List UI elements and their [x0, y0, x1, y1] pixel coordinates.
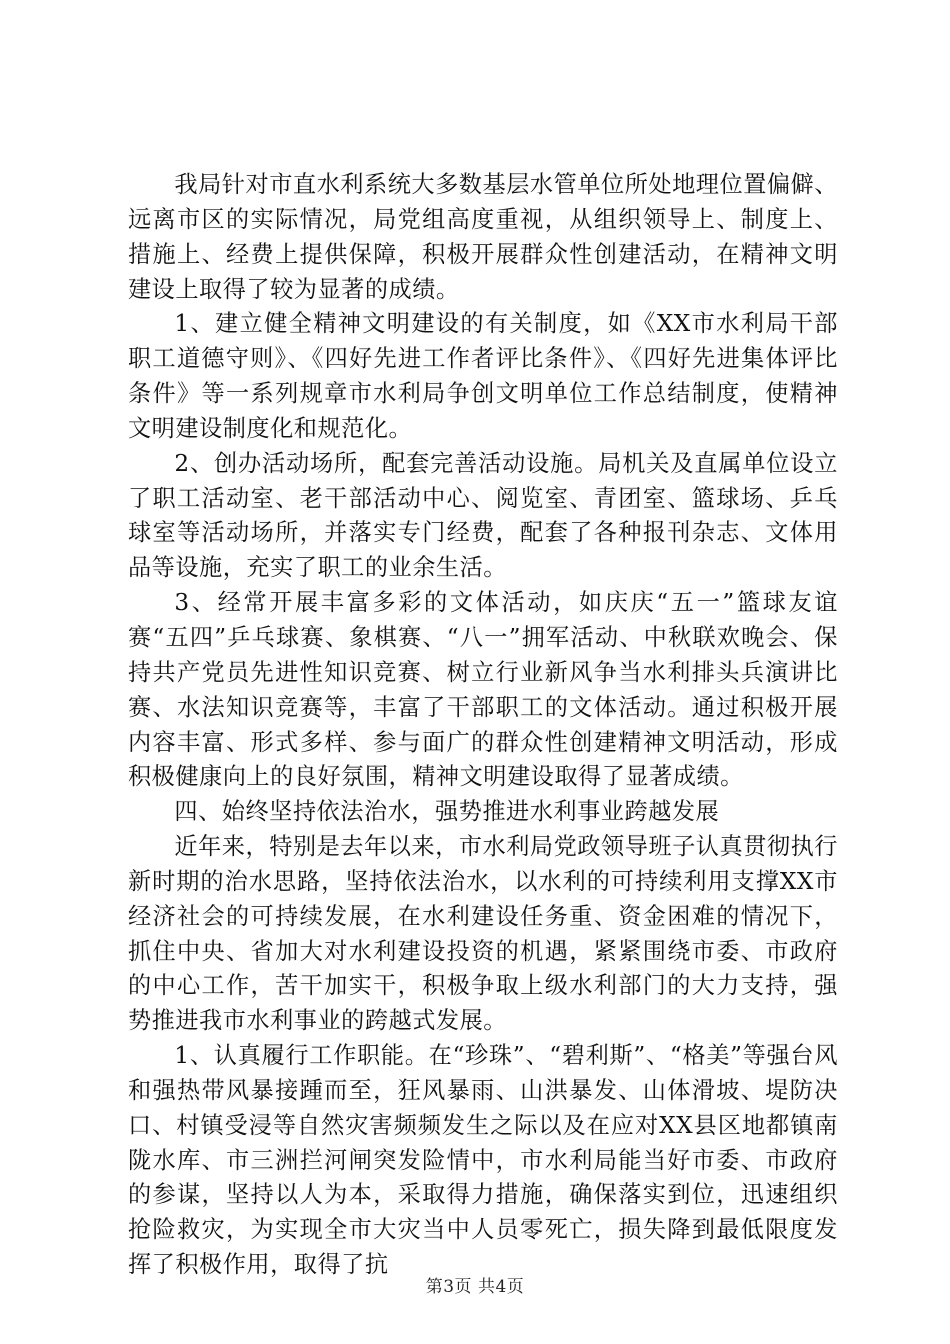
paragraph-intro: 我局针对市直水利系统大多数基层水管单位所处地理位置偏僻、远离市区的实际情况，局党组高度重视，从组织领导上、制度上、措施上、经费上提供保障，积极开展群众性创建活动，在精神文明建设上取得了较为显著的成绩。: [128, 171, 838, 303]
paragraph-item-3-activities: 3、经常开展丰富多彩的文体活动，如庆庆“五一”篮球友谊赛“五四”乒乓球赛、象棋赛、“八一”拥军活动、中秋联欢晚会、保持共产党员先进性知识竞赛、树立行业新风争当水利排头兵演讲比赛、水法知识竞赛等，丰富了干部职工的文体活动。通过积极开展内容丰富、形式多样、参与面广的群众性创建精神文明活动，形成积极健康向上的良好氛围，精神文明建设取得了显著成绩。: [128, 589, 838, 791]
paragraph-recent-years: 近年来，特别是去年以来，市水利局党政领导班子认真贯彻执行新时期的治水思路，坚持依法治水，以水利的可持续利用支撑XX市经济社会的可持续发展，在水利建设任务重、资金困难的情况下，抓住中央、省加大对水利建设投资的机遇，紧紧围绕市委、市政府的中心工作，苦干加实干，积极争取上级水利部门的大力支持，强势推进我市水利事业的跨越式发展。: [128, 833, 838, 1035]
paragraph-duties: 1、认真履行工作职能。在“珍珠”、“碧利斯”、“格美”等强台风和强热带风暴接踵而至，狂风暴雨、山洪暴发、山体滑坡、堤防决口、村镇受浸等自然灾害频频发生之际以及在应对XX县区地都镇南陇水库、市三洲拦河闸突发险情中，市水利局能当好市委、市政府的参谋，坚持以人为本，采取得力措施，确保落实到位，迅速组织抢险救灾，为实现全市大灾当中人员零死亡，损失降到最低限度发挥了积极作用，取得了抗: [128, 1042, 838, 1279]
paragraph-item-1-regulations: 1、建立健全精神文明建设的有关制度，如《XX市水利局干部职工道德守则》、《四好先进工作者评比条件》、《四好先进集体评比条件》等一系列规章市水利局争创文明单位工作总结制度，使精神文明建设制度化和规范化。: [128, 310, 838, 442]
document-body: [128, 168, 838, 1283]
section-heading: 四、始终坚持依法治水，强势推进水利事业跨越发展: [174, 798, 720, 826]
page-number-footer: 第3页 共4页: [425, 1277, 525, 1297]
paragraph-item-2-facilities: 2、创办活动场所，配套完善活动设施。局机关及直属单位设立了职工活动室、老干部活动中心、阅览室、青团室、篮球场、乒乓球室等活动场所，并落实专门经费，配套了各种报刊杂志、文体用品等设施，充实了职工的业余生活。: [128, 449, 838, 582]
